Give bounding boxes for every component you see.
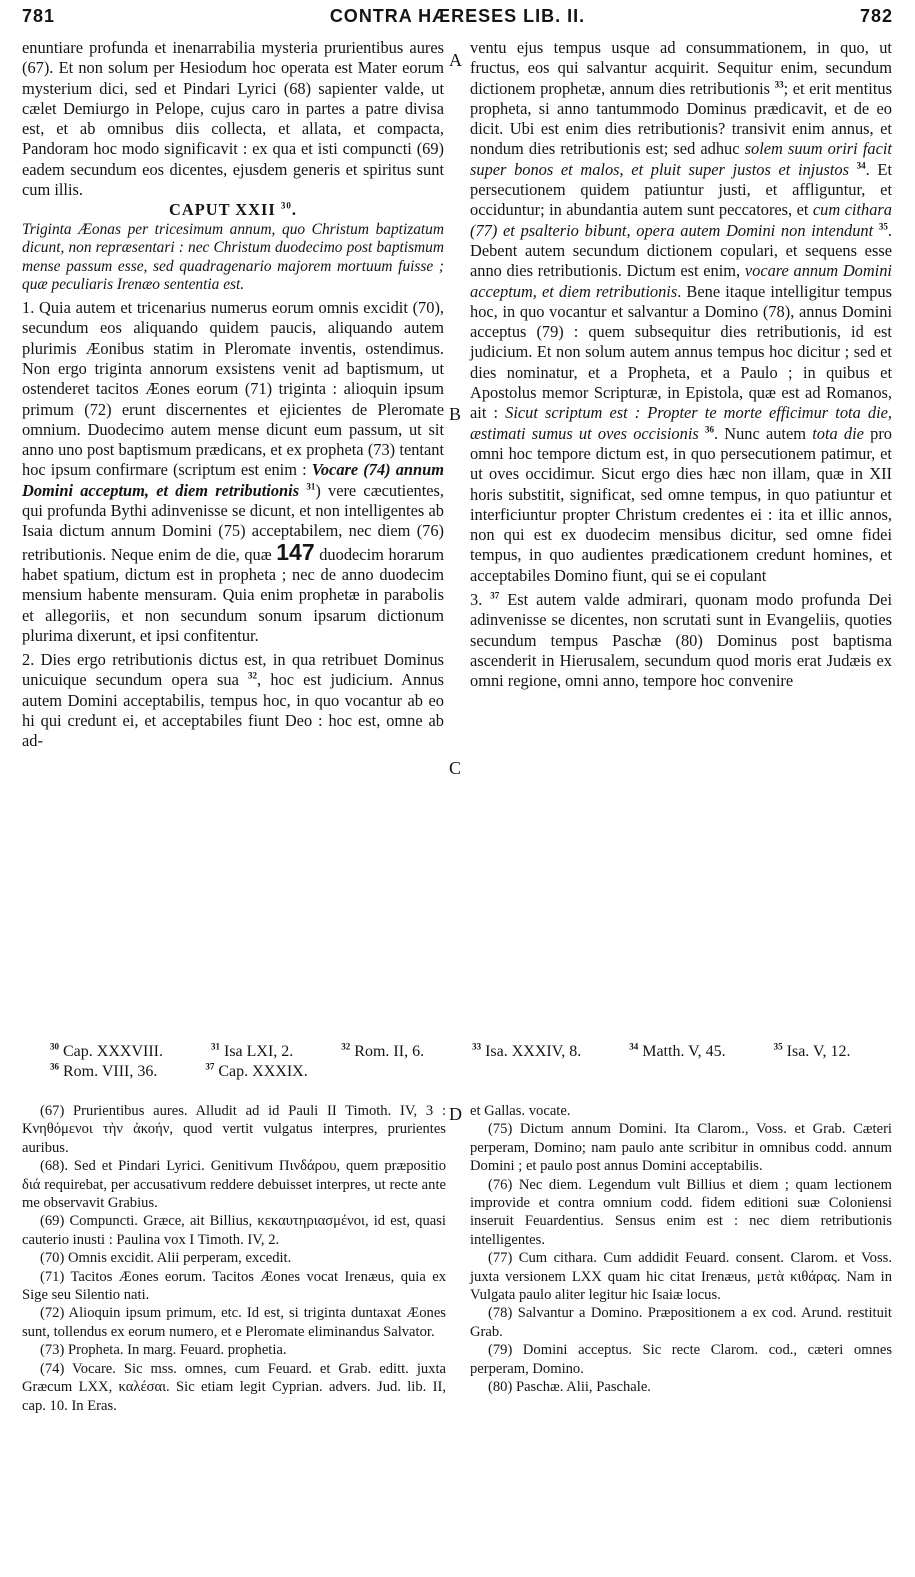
footnote: (67) Prurientibus aures. Alludit ad id Pauli II Timoth. IV, 3 : Κνηθόμενοι τὴν ἀκοήν, quod vertit vulgatus interpres, prurientes auribus. — [22, 1103, 446, 1156]
left-column — [22, 38, 444, 752]
footnote: (70) Omnis excidit. Alii perperam, excedit. — [40, 1250, 292, 1267]
folio-number: 147 — [276, 538, 315, 565]
reference: $^{35}$ Isa. V, 12. — [773, 1041, 851, 1060]
footnote: (75) Dictum annum Domini. Ita Clarom., Voss. et Grab. Cæteri perperam, Domino; nam paulo ante scribitur in omnibus codd. annum Domini ; et paulo post annus Domini acceptabilis. — [470, 1121, 892, 1175]
margin-marker-a: A — [449, 50, 462, 70]
footnote: (69) Compuncti. Græce, ait Billius, κεκαυτηριασμένοι, id est, quasi cauterio inusti : Paulina vox I Timoth. IV, 2. — [22, 1213, 446, 1248]
running-head — [22, 6, 893, 32]
chapter-summary: Triginta Æonas per tricesimum annum, quo Christum baptizatum dicunt, non repræsentari : nec Christum duodecimo post baptismum mense passum esse, sed quadragenario majorem mortuum fuisse ; quæ peculiaris Irenæo sententia est. — [22, 220, 444, 294]
reference-row — [50, 1042, 893, 1062]
paragraph: enuntiare profunda et inenarrabilia mysteria prurientibus aures (67). Et non solum per Hesiodum hoc operata est Mater eorum mysterium dici, sed et Pindari Lyrici (68) sapienter valde, ut cælet Demiurgo in Pelope, cujus caro in partes a patre divisa est, et ab omnibus diis collecta, et allata, et compacta, Pandoram hoc modo significavit : ex qua et isti compuncti (69) eadem secundum eos dicentes, ejusdem generis et spiritus sunt cum illis. — [22, 38, 444, 200]
reference: $^{37}$ Cap. XXXIX. — [205, 1061, 308, 1080]
paragraph: 1. Quia autem et tricenarius numerus eorum omnis excidit (70), secundum eos aliquando quidem paucis, aliquando autem plurimis Æonibus statim in Pleromate inventis, ostendimus. Non ergo triginta annorum exsistens venit ad baptismum, ut ostenderet tacitos Æones eorum (71) triginta : alioquin ipsum primum (72) erunt discernentes et ejicientes de Pleromate omnium. Duodecimo autem mense dicunt eum passum, ut sit anno uno post baptismum prædicans, et ex propheta (73) tentant hoc ipsum confirmare (scriptum est enim : Vocare (74) annum Domini acceptum, et diem retributionis $^{31}$) vere cæcutientes, qui profunda Bythi adinvenisse se dicunt, et non intelligentes ab Isaia dictum annum Domini (75) acceptabilem, nec diem (76) retributionis. Neque enim de die, quæ 147 duodecim horarum habet spatium, dictum est in propheta ; nec de anno duodecim mensium habente mensuram. Quia enim prophetæ in parabolis et allegoriis, et non secundum sonum ipsarum dictionum plurima dixerunt, et ipsi confitentur. — [22, 298, 444, 645]
footnote: (71) Tacitos Æones eorum. Tacitos Æones vocat Irenæus, quia ex Sige seu Silentio nati. — [22, 1268, 446, 1304]
page-number-right: 782 — [859, 6, 893, 26]
reference-row — [50, 1062, 893, 1082]
reference: $^{30}$ Cap. XXXVIII. — [50, 1041, 163, 1060]
page-number-left: 781 — [22, 6, 56, 26]
reference: $^{32}$ Rom. II, 6. — [341, 1041, 425, 1060]
right-column — [470, 38, 892, 692]
paragraph: 2. Dies ergo retributionis dictus est, in qua retribuet Dominus unicuique secundum opera sua $^{32}$, hoc est judicium. Annus autem Domini acceptabilis, tempus hoc, in quo vocantur ab eo hi qui credunt ei, et acceptabiles fiunt Deo : hoc est, omne ab ad- — [22, 650, 444, 751]
footnote: (78) Salvantur a Domino. Præpositionem a ex cod. Arund. restituit Grab. — [470, 1305, 892, 1340]
footnote: (72) Alioquin ipsum primum, etc. Id est, si triginta duntaxat Æones sunt, tollendus ex eorum numero, et e Pleromate eliminandus Salvator. — [22, 1305, 446, 1340]
scripture-references — [50, 1042, 893, 1082]
page-title: CONTRA HÆRESES LIB. II. — [329, 6, 586, 26]
reference: $^{31}$ Isa LXI, 2. — [210, 1041, 294, 1060]
reference: $^{34}$ Matth. V, 45. — [629, 1041, 726, 1060]
reference: $^{36}$ Rom. VIII, 36. — [50, 1061, 158, 1080]
footnote: (74) Vocare. Sic mss. omnes, cum Feuard. et Grab. editt. juxta Græcum LXX, καλέσαι. Sic etiam legit Cyprian. advers. Jud. lib. II, cap. 10. In Eras. — [22, 1360, 446, 1414]
footnote: (80) Paschæ. Alii, Paschale. — [488, 1379, 651, 1396]
margin-marker-d: D — [449, 1104, 462, 1124]
chapter-heading: CAPUT XXII $^{30}$. — [169, 200, 297, 220]
footnote: (76) Nec diem. Legendum vult Billius et diem ; quam lectionem improvide et contra omnium codd. fidem editioni suæ Coloniensi inseruit Feuardentius. Sensus enim est : nec diem retributionis intelligentes. — [470, 1176, 892, 1248]
margin-marker-b: B — [449, 404, 462, 424]
paragraph: 3. $^{37}$ Est autem valde admirari, quonam modo profunda Dei adinvenisse se dicentes, non scrutati sunt in Evangeliis, quoties secundum tempus Paschæ (80) Dominus post baptisma ascenderit in Hierusalem, secundum quod moris erat Judæis ex omni regione, omni anno, tempore hoc convenire — [470, 590, 893, 691]
paragraph: ventu ejus tempus usque ad consummationem, in quo, ut fructus, eos qui salvantur acquirit. Sequitur enim, secundum dictionem prophetæ, annum dies retributionis $^{33}$; et erit mentitus propheta, si anno tantummodo Dominus prædicavit, et de eo dicit. Ubi est enim dies retributionis? transivit enim annus, et nondum dies retributionis est; sed adhuc solem suum oriri facit super bonos et malos, et pluit super justos et injustos $^{34}$. Et persecutionem quidem patiuntur justi, et affliguntur, et occiduntur; in abundantia autem sunt peccatores, et cum cithara (77) et psalterio bibunt, opera autem Domini non intendunt $^{35}$. Debent autem secundum dictionem copulari, et sequens esse anno dies retributionis. Dictum est enim, vocare annum Domini acceptum, et diem retributionis. Bene itaque intelligitur tempus hoc, in quo vocantur et salvantur a Domino (78), annus Domini acceptus (79) : quem subsequitur dies retributionis, id est judicium. Et non solum autem annus tempus hoc dicitur ; sed et dies nominatur, et a Propheta, et a Paulo ; in quibus et Apostolus memor Scripturæ, in Epistola, quæ est ad Romanos, ait : Sicut scriptum est : Propter te morte efficimur tota die, æstimati sumus ut oves occisionis $^{36}$. Nunc autem tota die pro omni hoc tempore dictum est, in quo persecutionem patimur, et ut oves occidimur. Sicut ergo dies hæc non illam, quæ in XII horis substitit, significat, sed omne tempus, in quo patiuntur et interficiuntur propter Christum credentes ei : ita et illic annos, non qui est ex duodecim mensibus dicitur, sed omne fidei tempus, in quo audientes prædicationem credunt homines, et acceptabiles Domino fiunt, qui se ei copulant — [470, 38, 892, 585]
footnote: (73) Propheta. In marg. Feuard. prophetia. — [40, 1342, 287, 1359]
footnote: (77) Cum cithara. Cum addidit Feuard. consent. Clarom. et Voss. juxta versionem LXX quam hic citat Irenæus, μετὰ κιθάρας. Nam in Vulgata paulo aliter legitur hic Isaiæ locus. — [470, 1250, 892, 1304]
margin-marker-c: C — [449, 758, 462, 778]
reference: $^{33}$ Isa. XXXIV, 8. — [472, 1041, 582, 1060]
footnotes-right — [470, 1102, 892, 1397]
footnote: et Gallas. vocate. — [470, 1103, 571, 1119]
footnotes-left — [22, 1102, 446, 1415]
footnote: (79) Domini acceptus. Sic recte Clarom. cod., cæteri omnes perperam, Domino. — [470, 1342, 892, 1377]
footnote: (68). Sed et Pindari Lyrici. Genitivum Πινδάρου, quem præpositio διά requirebat, per accusativum reddere debuisset interpres, ut recte ante me observavit Grabius. — [22, 1158, 446, 1212]
